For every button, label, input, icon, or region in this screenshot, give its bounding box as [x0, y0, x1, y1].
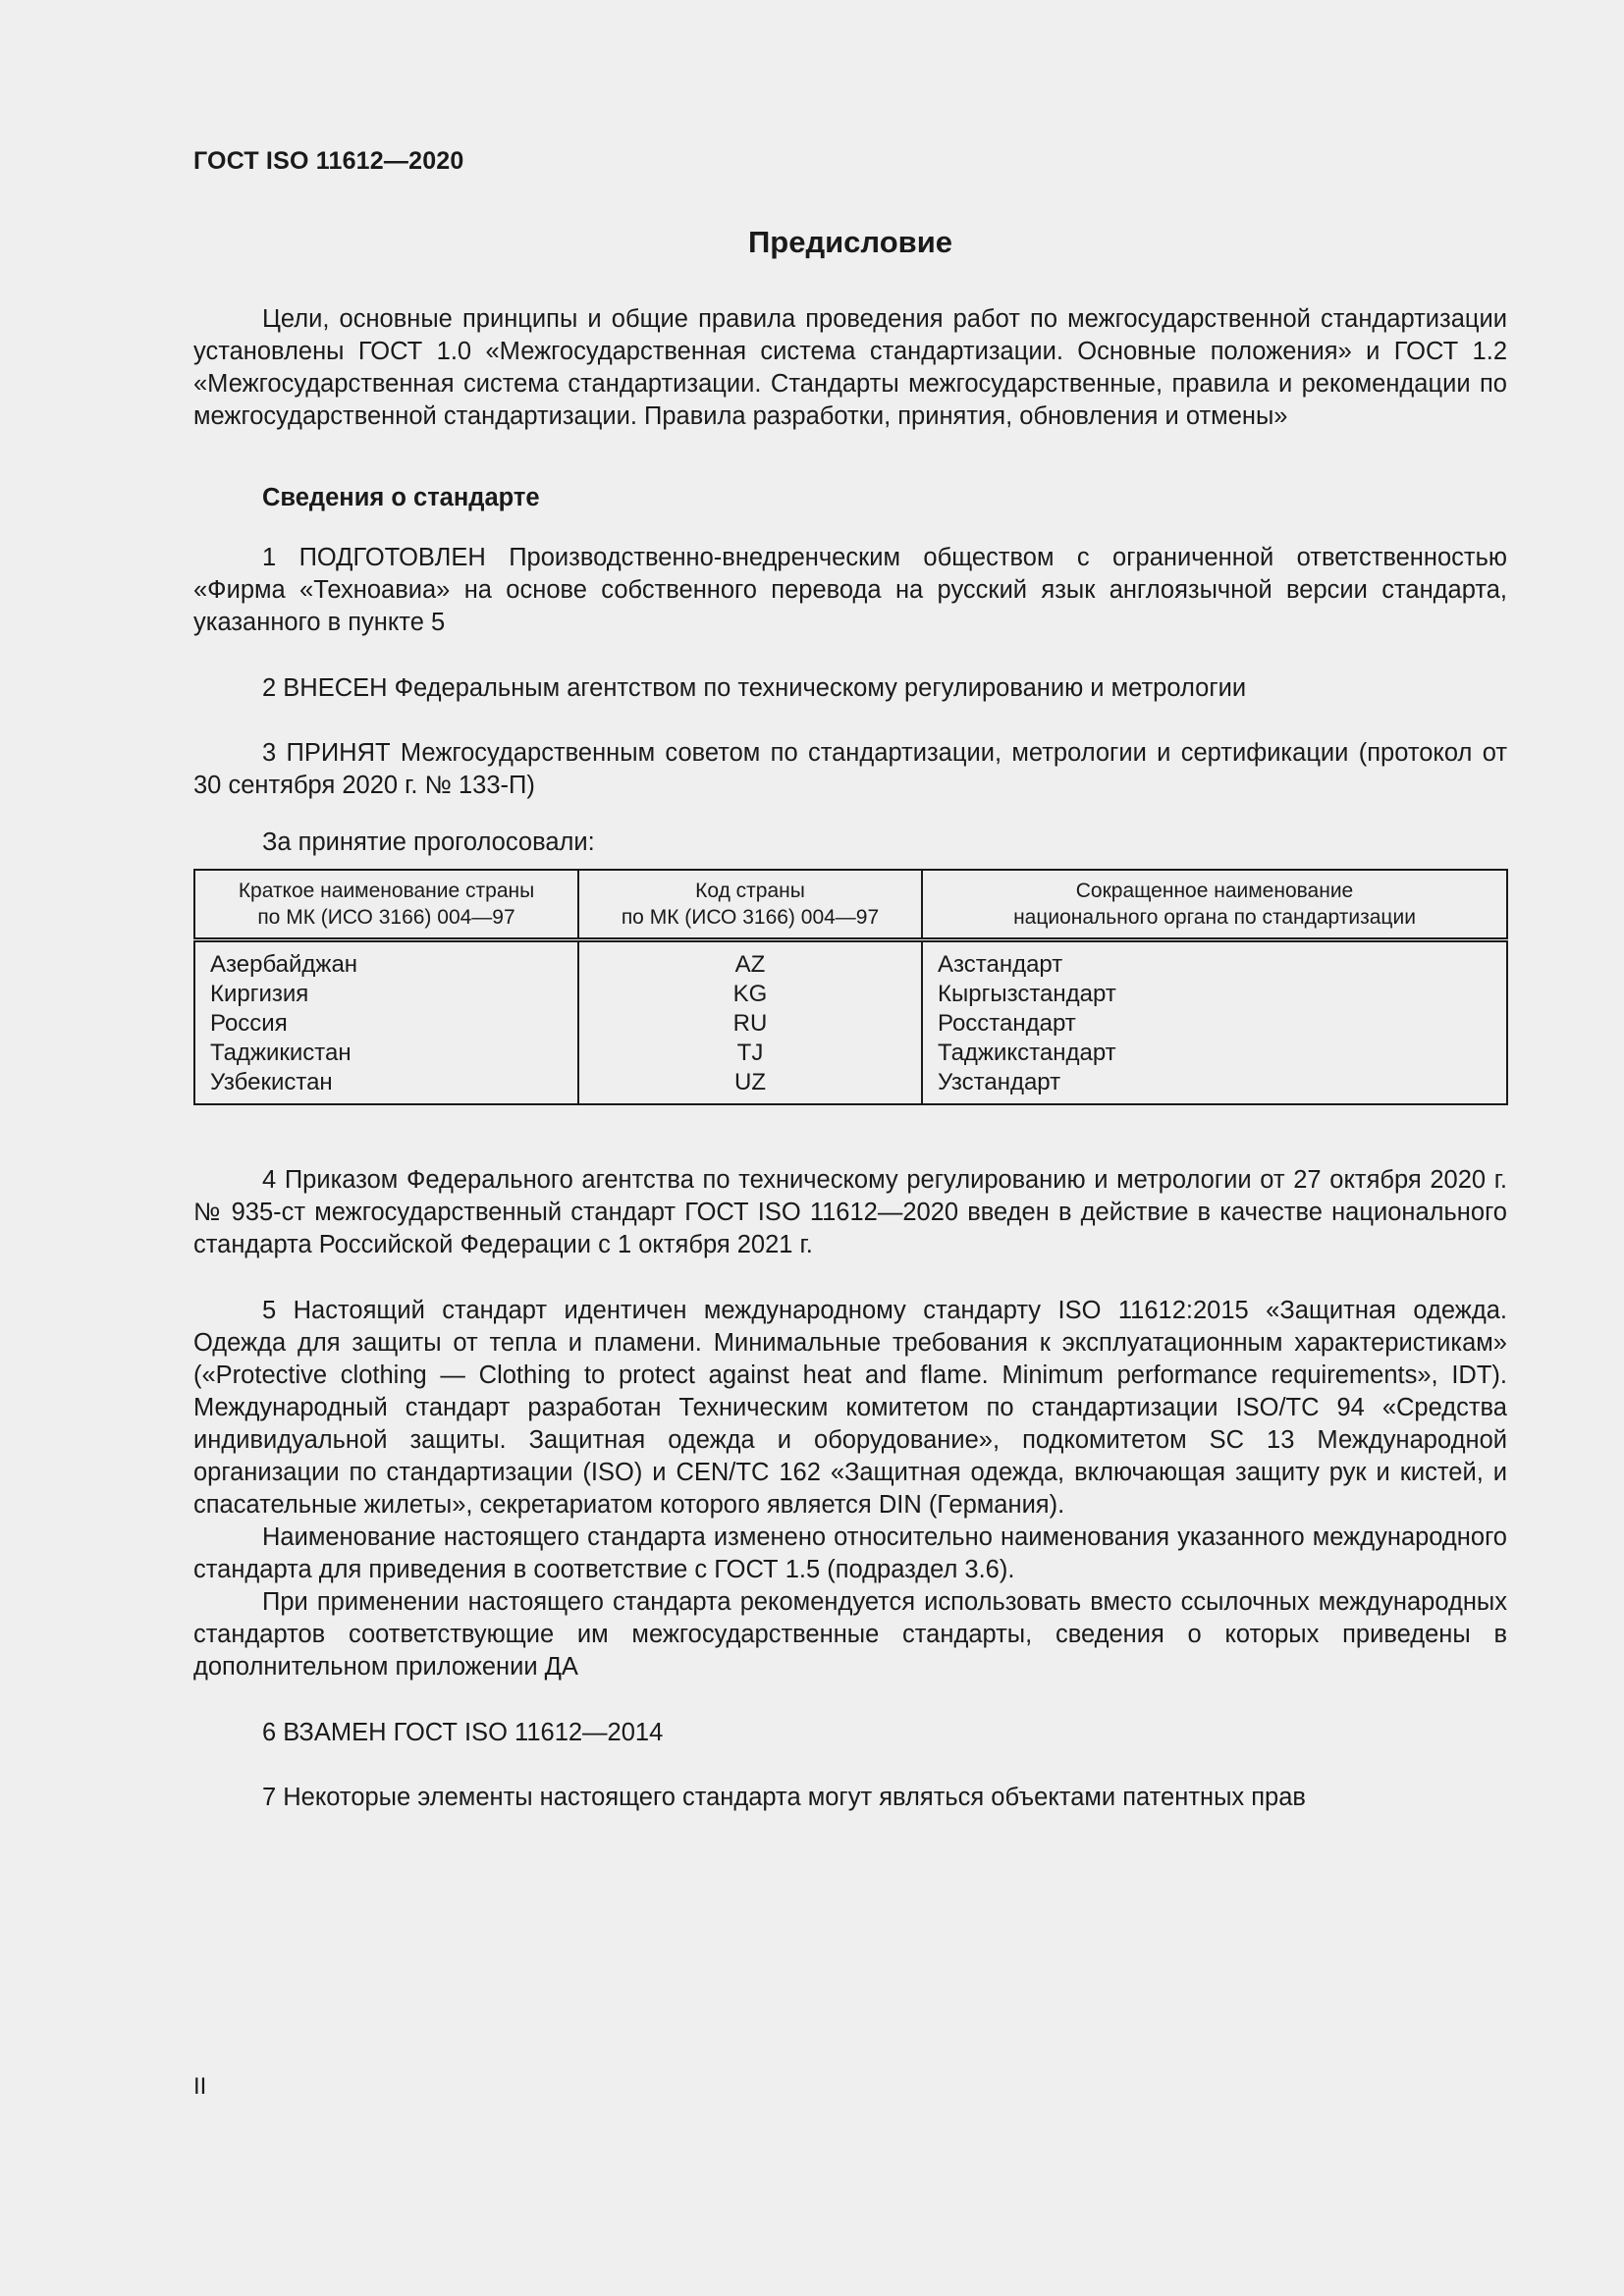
country-name-cell: Азербайджан: [194, 940, 578, 981]
item-5-paragraph: 5 Настоящий стандарт идентичен международному стандарту ISO 11612:2015 «Защитная одежда. Одежда для защиты от тепла и пламени. Минимальные требования к эксплуатационным характеристикам» («Protective clothing — Clothing to protect against heat and flame. Minimum performance requirements», IDT). Международный стандарт разработан Техническим комитетом по стандартизации ISO/TC 94 «Средства индивидуальной защиты. Защитная одежда и оборудование», подкомитетом SC 13 Международной организации по стандартизации (ISO) и CEN/TC 162 «Защитная одежда, включающая защиту рук и кистей, и спасательные жилеты», секретариатом которого является DIN (Германия).: [193, 1296, 1507, 1519]
item-5-apply-note: При применении настоящего стандарта рекомендуется использовать вместо ссылочных международных стандартов соответствующие им межгосударственные стандарты, сведения о которых приведены в дополнительном приложении ДА: [193, 1587, 1507, 1681]
table-row: [194, 940, 1507, 981]
intro-paragraph: Цели, основные принципы и общие правила проведения работ по межгосударственной стандартизации установлены ГОСТ 1.0 «Межгосударственная система стандартизации. Основные положения» и ГОСТ 1.2 «Межгосударственная система стандартизации. Стандарты межгосударственные, правила и рекомендации по межгосударственной стандартизации. Правила разработки, принятия, обновления и отмены»: [193, 304, 1507, 430]
item-6-paragraph: 6 ВЗАМЕН ГОСТ ISO 11612—2014: [262, 1718, 664, 1746]
info-heading: Сведения о стандарте: [262, 484, 540, 511]
standards-body-cell: Кыргызстандарт: [922, 980, 1507, 1009]
header-country-code: Код страны по МК (ИСО 3166) 004—97: [578, 870, 922, 940]
page-title: Предисловие: [747, 225, 952, 259]
standards-body-cell: Таджикстандарт: [922, 1039, 1507, 1068]
item-7-paragraph: 7 Некоторые элементы настоящего стандарта могут являться объектами патентных прав: [262, 1783, 1306, 1811]
page-number: II: [193, 2073, 207, 2100]
standards-body-cell: Узстандарт: [922, 1068, 1507, 1104]
item-5-name-note: Наименование настоящего стандарта изменено относительно наименования указанного международного стандарта для приведения в соответствие с ГОСТ 1.5 (подраздел 3.6).: [193, 1522, 1507, 1583]
item-4-paragraph: 4 Приказом Федерального агентства по техническому регулированию и метрологии от 27 октября 2020 г. № 935-ст межгосударственный стандарт ГОСТ ISO 11612—2020 введен в действие в качестве национального стандарта Российской Федерации с 1 октября 2021 г.: [193, 1165, 1507, 1258]
header-standards-body: Сокращенное наименование национального органа по стандартизации: [922, 870, 1507, 940]
table-row: [194, 1068, 1507, 1104]
header-country-name: Краткое наименование страны по МК (ИСО 3166) 004—97: [194, 870, 578, 940]
country-code-cell: AZ: [578, 940, 922, 981]
country-name-cell: Таджикистан: [194, 1039, 578, 1068]
country-name-cell: Узбекистан: [194, 1068, 578, 1104]
country-code-cell: RU: [578, 1009, 922, 1039]
item-3-paragraph: 3 ПРИНЯТ Межгосударственным советом по стандартизации, метрологии и сертификации (протокол от 30 сентября 2020 г. № 133-П): [193, 738, 1507, 799]
table-row: [194, 980, 1507, 1009]
table-header-row: [194, 870, 1507, 940]
country-code-cell: TJ: [578, 1039, 922, 1068]
item-1-paragraph: 1 ПОДГОТОВЛЕН Производственно-внедренческим обществом с ограниченной ответственностью «Фирма «Техноавиа» на основе собственного перевода на русский язык англоязычной версии стандарта, указанного в пункте 5: [193, 543, 1507, 636]
voting-table: [193, 869, 1508, 1105]
document-id: ГОСТ ISO 11612—2020: [193, 147, 464, 175]
country-code-cell: UZ: [578, 1068, 922, 1104]
standards-body-cell: Азстандарт: [922, 940, 1507, 981]
table-row: [194, 1039, 1507, 1068]
voted-label: За принятие проголосовали:: [262, 828, 595, 856]
country-name-cell: Киргизия: [194, 980, 578, 1009]
country-name-cell: Россия: [194, 1009, 578, 1039]
item-2-paragraph: 2 ВНЕСЕН Федеральным агентством по техническому регулированию и метрологии: [262, 673, 1247, 702]
standards-body-cell: Росстандарт: [922, 1009, 1507, 1039]
country-code-cell: KG: [578, 980, 922, 1009]
table-row: [194, 1009, 1507, 1039]
